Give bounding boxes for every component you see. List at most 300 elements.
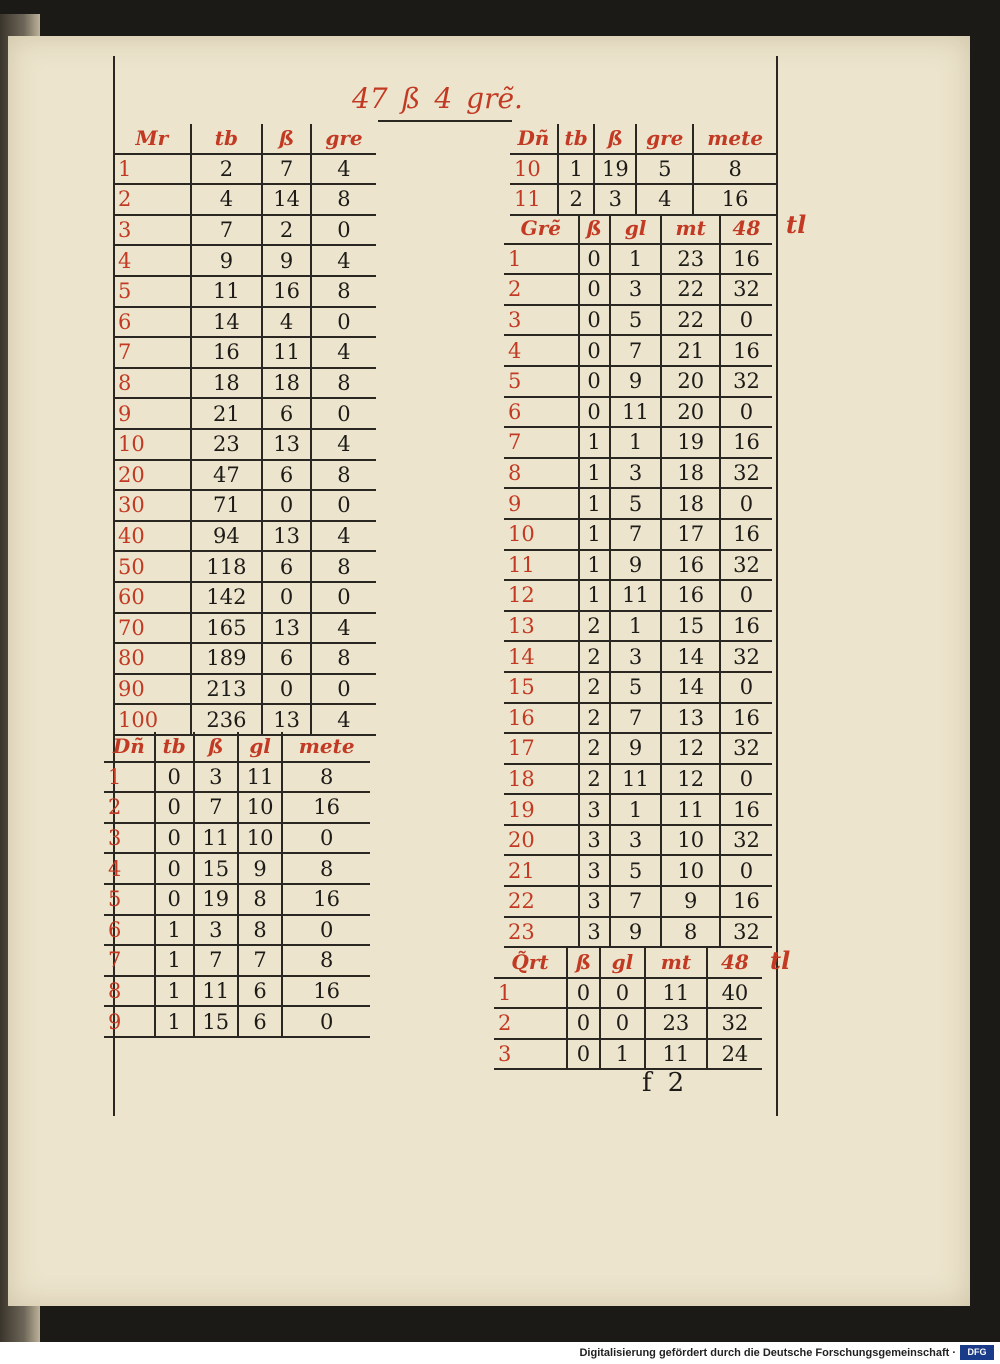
table-cell: 0 bbox=[311, 398, 376, 429]
table-cell: 0 bbox=[262, 674, 311, 705]
header-unit2: grẽ. bbox=[466, 82, 523, 115]
row-label: 4 bbox=[104, 853, 155, 884]
column-header: gre bbox=[311, 124, 376, 154]
column-header: Dñ bbox=[104, 732, 155, 762]
column-header: ß bbox=[594, 124, 636, 154]
table-cell: 4 bbox=[311, 613, 376, 644]
table-cell: 0 bbox=[720, 397, 772, 428]
row-label: 60 bbox=[114, 582, 191, 613]
table-cell: 71 bbox=[191, 490, 263, 521]
table-cell: 23 bbox=[645, 1008, 707, 1039]
table-cell: 5 bbox=[610, 672, 662, 703]
table-cell: 11 bbox=[194, 976, 238, 1007]
header-unit: ß bbox=[401, 82, 421, 115]
table-row bbox=[114, 521, 376, 552]
row-label: 6 bbox=[104, 915, 155, 946]
table-cell: 1 bbox=[579, 550, 610, 581]
table-cell: 0 bbox=[720, 672, 772, 703]
table-cell: 13 bbox=[262, 429, 311, 460]
row-label: 8 bbox=[104, 976, 155, 1007]
table-cell: 20 bbox=[661, 366, 719, 397]
table-cell: 1 bbox=[155, 915, 194, 946]
table-cell: 6 bbox=[238, 1006, 282, 1037]
table-cell: 13 bbox=[661, 703, 719, 734]
table-cell: 3 bbox=[579, 794, 610, 825]
table-row bbox=[104, 915, 370, 946]
table-cell: 6 bbox=[238, 976, 282, 1007]
table-cell: 0 bbox=[262, 490, 311, 521]
table-header-row bbox=[510, 124, 776, 154]
row-label: 1 bbox=[114, 154, 191, 185]
table-cell: 0 bbox=[311, 490, 376, 521]
table-cell: 11 bbox=[194, 823, 238, 854]
footer-bar bbox=[0, 1342, 1000, 1364]
table-cell: 16 bbox=[282, 884, 370, 915]
table-cell: 18 bbox=[191, 368, 263, 399]
table-row bbox=[504, 427, 772, 458]
table-cell: 1 bbox=[610, 794, 662, 825]
table-cell: 3 bbox=[579, 825, 610, 856]
table-row bbox=[114, 429, 376, 460]
column-header: Q̃rt bbox=[494, 948, 567, 978]
row-label: 3 bbox=[114, 215, 191, 246]
table-cell: 16 bbox=[720, 703, 772, 734]
table-row bbox=[504, 886, 772, 917]
table-row bbox=[504, 305, 772, 336]
table-cell: 1 bbox=[155, 1006, 194, 1037]
table-cell: 1 bbox=[558, 154, 595, 185]
table-cell: 0 bbox=[579, 335, 610, 366]
row-label: 8 bbox=[114, 368, 191, 399]
table-cell: 11 bbox=[610, 397, 662, 428]
column-header: gre bbox=[636, 124, 693, 154]
row-label: 3 bbox=[104, 823, 155, 854]
table-cell: 2 bbox=[579, 672, 610, 703]
column-header: ß bbox=[262, 124, 311, 154]
table-cell: 142 bbox=[191, 582, 263, 613]
table-cell: 8 bbox=[282, 762, 370, 793]
table-row bbox=[504, 274, 772, 305]
table-cell: 1 bbox=[610, 244, 662, 275]
row-label: 13 bbox=[504, 611, 579, 642]
table-cell: 0 bbox=[155, 853, 194, 884]
table-cell: 14 bbox=[262, 184, 311, 215]
table-cell: 8 bbox=[238, 884, 282, 915]
table-cell: 0 bbox=[600, 1008, 645, 1039]
table-cell: 213 bbox=[191, 674, 263, 705]
table-row bbox=[114, 215, 376, 246]
table-row bbox=[504, 335, 772, 366]
table-cell: 16 bbox=[720, 335, 772, 366]
left-table-marks bbox=[114, 124, 376, 736]
table-row bbox=[504, 488, 772, 519]
table-cell: 11 bbox=[238, 762, 282, 793]
table-cell: 12 bbox=[661, 764, 719, 795]
table-cell: 0 bbox=[155, 823, 194, 854]
table-cell: 10 bbox=[238, 823, 282, 854]
table-header-row bbox=[494, 948, 762, 978]
table-cell: 32 bbox=[707, 1008, 762, 1039]
table-cell: 1 bbox=[579, 580, 610, 611]
table-cell: 0 bbox=[567, 1039, 600, 1070]
table-cell: 6 bbox=[262, 643, 311, 674]
table-cell: 0 bbox=[282, 1006, 370, 1037]
table-cell: 8 bbox=[693, 154, 776, 185]
table-cell: 9 bbox=[238, 853, 282, 884]
table-cell: 0 bbox=[579, 397, 610, 428]
row-label: 5 bbox=[504, 366, 579, 397]
table-cell: 1 bbox=[155, 976, 194, 1007]
table-cell: 0 bbox=[155, 762, 194, 793]
row-label: 40 bbox=[114, 521, 191, 552]
table-row bbox=[104, 945, 370, 976]
footer-text: Digitalisierung gefördert durch die Deutsche Forschungsgemeinschaft · bbox=[579, 1347, 956, 1359]
column-header: gl bbox=[238, 732, 282, 762]
table-cell: 2 bbox=[579, 764, 610, 795]
row-label: 4 bbox=[114, 245, 191, 276]
table-cell: 0 bbox=[720, 488, 772, 519]
header-underline bbox=[378, 120, 512, 122]
table-row bbox=[494, 1039, 762, 1070]
table-cell: 7 bbox=[610, 519, 662, 550]
table-cell: 3 bbox=[579, 886, 610, 917]
table-cell: 32 bbox=[720, 458, 772, 489]
table-cell: 17 bbox=[661, 519, 719, 550]
row-label: 20 bbox=[114, 460, 191, 491]
table-cell: 11 bbox=[645, 978, 707, 1009]
table-cell: 4 bbox=[311, 704, 376, 735]
table-cell: 16 bbox=[720, 519, 772, 550]
table-cell: 14 bbox=[191, 307, 263, 338]
table-cell: 2 bbox=[579, 733, 610, 764]
table-cell: 16 bbox=[191, 337, 263, 368]
dfg-logo: DFG bbox=[960, 1345, 994, 1360]
left-table-pence bbox=[104, 732, 370, 1038]
table-cell: 11 bbox=[262, 337, 311, 368]
table-cell: 10 bbox=[238, 792, 282, 823]
table-cell: 7 bbox=[194, 945, 238, 976]
table-cell: 8 bbox=[311, 643, 376, 674]
page-header bbox=[352, 82, 537, 115]
table-cell: 4 bbox=[311, 154, 376, 185]
table-cell: 9 bbox=[610, 366, 662, 397]
table-cell: 47 bbox=[191, 460, 263, 491]
table-cell: 0 bbox=[720, 855, 772, 886]
table-row bbox=[104, 976, 370, 1007]
table-cell: 16 bbox=[720, 427, 772, 458]
table-row bbox=[114, 398, 376, 429]
signature-letter: f bbox=[642, 1068, 652, 1098]
table-row bbox=[510, 184, 776, 215]
table-row bbox=[504, 366, 772, 397]
table-cell: 2 bbox=[262, 215, 311, 246]
table-cell: 9 bbox=[191, 245, 263, 276]
row-label: 17 bbox=[504, 733, 579, 764]
table-cell: 18 bbox=[661, 458, 719, 489]
table-cell: 16 bbox=[720, 886, 772, 917]
column-header: tb bbox=[191, 124, 263, 154]
table-row bbox=[114, 582, 376, 613]
row-label: 22 bbox=[504, 886, 579, 917]
header-value: 47 bbox=[352, 82, 388, 115]
table-cell: 12 bbox=[661, 733, 719, 764]
table-cell: 11 bbox=[661, 794, 719, 825]
table-cell: 8 bbox=[311, 551, 376, 582]
table-cell: 14 bbox=[661, 672, 719, 703]
table-row bbox=[504, 611, 772, 642]
table-cell: 3 bbox=[594, 184, 636, 215]
table-cell: 0 bbox=[720, 764, 772, 795]
table-cell: 8 bbox=[311, 276, 376, 307]
table-row bbox=[504, 703, 772, 734]
table-cell: 7 bbox=[194, 792, 238, 823]
table-row bbox=[114, 490, 376, 521]
table-cell: 16 bbox=[720, 611, 772, 642]
row-label: 10 bbox=[504, 519, 579, 550]
row-label: 2 bbox=[104, 792, 155, 823]
table-cell: 94 bbox=[191, 521, 263, 552]
table-row bbox=[114, 368, 376, 399]
table-cell: 16 bbox=[720, 244, 772, 275]
table-cell: 8 bbox=[282, 853, 370, 884]
table-cell: 0 bbox=[311, 674, 376, 705]
table-cell: 0 bbox=[579, 244, 610, 275]
table-row bbox=[504, 244, 772, 275]
table-cell: 40 bbox=[707, 978, 762, 1009]
column-header: 48 bbox=[707, 948, 762, 978]
table-row bbox=[114, 643, 376, 674]
table-row bbox=[114, 276, 376, 307]
table-cell: 0 bbox=[567, 978, 600, 1009]
column-header: tb bbox=[155, 732, 194, 762]
table-cell: 22 bbox=[661, 305, 719, 336]
table-cell: 1 bbox=[579, 458, 610, 489]
table-cell: 32 bbox=[720, 917, 772, 948]
row-label: 2 bbox=[494, 1008, 567, 1039]
column-header: Grẽ bbox=[504, 214, 579, 244]
row-label: 16 bbox=[504, 703, 579, 734]
signature-number: 2 bbox=[667, 1068, 685, 1098]
table-cell: 7 bbox=[610, 703, 662, 734]
table-row bbox=[504, 458, 772, 489]
table-cell: 32 bbox=[720, 366, 772, 397]
table-row bbox=[114, 704, 376, 735]
table-cell: 23 bbox=[191, 429, 263, 460]
table-cell: 10 bbox=[661, 825, 719, 856]
table-cell: 3 bbox=[579, 855, 610, 886]
table-row bbox=[504, 733, 772, 764]
table-cell: 0 bbox=[282, 823, 370, 854]
row-label: 1 bbox=[504, 244, 579, 275]
table-cell: 6 bbox=[262, 460, 311, 491]
table-cell: 0 bbox=[579, 366, 610, 397]
table-cell: 3 bbox=[194, 762, 238, 793]
column-header: gl bbox=[600, 948, 645, 978]
table-cell: 1 bbox=[579, 427, 610, 458]
right-table-pence bbox=[510, 124, 776, 216]
table-cell: 5 bbox=[610, 488, 662, 519]
row-label: 1 bbox=[494, 978, 567, 1009]
table-header-row bbox=[114, 124, 376, 154]
column-header: tb bbox=[558, 124, 595, 154]
table-cell: 18 bbox=[262, 368, 311, 399]
column-header: ß bbox=[567, 948, 600, 978]
table-cell: 13 bbox=[262, 704, 311, 735]
table-cell: 1 bbox=[610, 427, 662, 458]
table-row bbox=[104, 823, 370, 854]
table-cell: 0 bbox=[600, 978, 645, 1009]
row-label: 19 bbox=[504, 794, 579, 825]
table-cell: 19 bbox=[194, 884, 238, 915]
table-row bbox=[114, 184, 376, 215]
row-label: 3 bbox=[494, 1039, 567, 1070]
row-label: 80 bbox=[114, 643, 191, 674]
table-cell: 118 bbox=[191, 551, 263, 582]
row-label: 30 bbox=[114, 490, 191, 521]
table-row bbox=[494, 1008, 762, 1039]
table-cell: 0 bbox=[155, 792, 194, 823]
table-cell: 7 bbox=[262, 154, 311, 185]
table-cell: 16 bbox=[661, 550, 719, 581]
table-row bbox=[504, 519, 772, 550]
right-table-groschen bbox=[504, 214, 772, 948]
table-cell: 1 bbox=[155, 945, 194, 976]
table-cell: 8 bbox=[311, 460, 376, 491]
table-cell: 9 bbox=[610, 917, 662, 948]
row-label: 5 bbox=[104, 884, 155, 915]
row-label: 6 bbox=[114, 307, 191, 338]
row-label: 12 bbox=[504, 580, 579, 611]
table-cell: 4 bbox=[311, 245, 376, 276]
table-row bbox=[114, 154, 376, 185]
table-cell: 8 bbox=[282, 945, 370, 976]
table-cell: 16 bbox=[720, 794, 772, 825]
table-cell: 32 bbox=[720, 825, 772, 856]
table-row bbox=[504, 580, 772, 611]
table-cell: 7 bbox=[191, 215, 263, 246]
table-row bbox=[114, 613, 376, 644]
table-cell: 4 bbox=[311, 521, 376, 552]
row-label: 20 bbox=[504, 825, 579, 856]
row-label: 8 bbox=[504, 458, 579, 489]
row-label: 70 bbox=[114, 613, 191, 644]
column-header: mete bbox=[282, 732, 370, 762]
table-cell: 9 bbox=[262, 245, 311, 276]
table-row bbox=[504, 764, 772, 795]
row-label: 11 bbox=[510, 184, 558, 215]
table-cell: 16 bbox=[282, 976, 370, 1007]
table-cell: 19 bbox=[661, 427, 719, 458]
row-label: 23 bbox=[504, 917, 579, 948]
table-cell: 4 bbox=[636, 184, 693, 215]
row-label: 4 bbox=[504, 335, 579, 366]
table-row bbox=[504, 550, 772, 581]
table-cell: 4 bbox=[191, 184, 263, 215]
table-cell: 8 bbox=[311, 184, 376, 215]
table-cell: 21 bbox=[191, 398, 263, 429]
table-row bbox=[504, 855, 772, 886]
table-cell: 32 bbox=[720, 733, 772, 764]
column-header: Mr bbox=[114, 124, 191, 154]
table-cell: 7 bbox=[610, 335, 662, 366]
row-label: 10 bbox=[510, 154, 558, 185]
table-cell: 0 bbox=[155, 884, 194, 915]
table-row bbox=[104, 792, 370, 823]
table-row bbox=[114, 460, 376, 491]
table-cell: 8 bbox=[311, 368, 376, 399]
table-cell: 5 bbox=[636, 154, 693, 185]
signature-mark bbox=[642, 1068, 700, 1098]
row-label: 6 bbox=[504, 397, 579, 428]
column-header: mt bbox=[661, 214, 719, 244]
table-cell: 0 bbox=[567, 1008, 600, 1039]
table-cell: 8 bbox=[661, 917, 719, 948]
table-cell: 4 bbox=[311, 429, 376, 460]
table-cell: 2 bbox=[579, 641, 610, 672]
row-label: 15 bbox=[504, 672, 579, 703]
row-label: 9 bbox=[114, 398, 191, 429]
table-cell: 15 bbox=[194, 853, 238, 884]
table-cell: 9 bbox=[661, 886, 719, 917]
table-cell: 0 bbox=[311, 215, 376, 246]
table-cell: 24 bbox=[707, 1039, 762, 1070]
table-cell: 11 bbox=[610, 580, 662, 611]
table-cell: 20 bbox=[661, 397, 719, 428]
table-cell: 32 bbox=[720, 274, 772, 305]
table-cell: 23 bbox=[661, 244, 719, 275]
table-cell: 4 bbox=[311, 337, 376, 368]
row-label: 7 bbox=[104, 945, 155, 976]
table-cell: 0 bbox=[282, 915, 370, 946]
column-header: 48 bbox=[720, 214, 772, 244]
table-cell: 2 bbox=[191, 154, 263, 185]
table-cell: 236 bbox=[191, 704, 263, 735]
row-label: 1 bbox=[104, 762, 155, 793]
row-label: 5 bbox=[114, 276, 191, 307]
table-cell: 32 bbox=[720, 550, 772, 581]
table-cell: 8 bbox=[238, 915, 282, 946]
row-label: 3 bbox=[504, 305, 579, 336]
column-header: mt bbox=[645, 948, 707, 978]
table-row bbox=[504, 397, 772, 428]
table-row bbox=[114, 307, 376, 338]
table-row bbox=[504, 825, 772, 856]
table-row bbox=[494, 978, 762, 1009]
row-label: 18 bbox=[504, 764, 579, 795]
table-row bbox=[504, 641, 772, 672]
table-header-row bbox=[104, 732, 370, 762]
row-label: 14 bbox=[504, 641, 579, 672]
row-label: 100 bbox=[114, 704, 191, 735]
row-label: 50 bbox=[114, 551, 191, 582]
row-label: 7 bbox=[114, 337, 191, 368]
table-cell: 0 bbox=[720, 305, 772, 336]
table-cell: 9 bbox=[610, 550, 662, 581]
note-tl-2: tl bbox=[770, 946, 791, 975]
row-label: 10 bbox=[114, 429, 191, 460]
right-table-quarter bbox=[494, 948, 762, 1070]
table-cell: 0 bbox=[262, 582, 311, 613]
table-row bbox=[114, 245, 376, 276]
table-row bbox=[504, 672, 772, 703]
table-cell: 1 bbox=[579, 519, 610, 550]
row-label: 9 bbox=[104, 1006, 155, 1037]
table-cell: 6 bbox=[262, 398, 311, 429]
table-cell: 6 bbox=[262, 551, 311, 582]
table-cell: 13 bbox=[262, 613, 311, 644]
row-label: 9 bbox=[504, 488, 579, 519]
table-cell: 16 bbox=[661, 580, 719, 611]
